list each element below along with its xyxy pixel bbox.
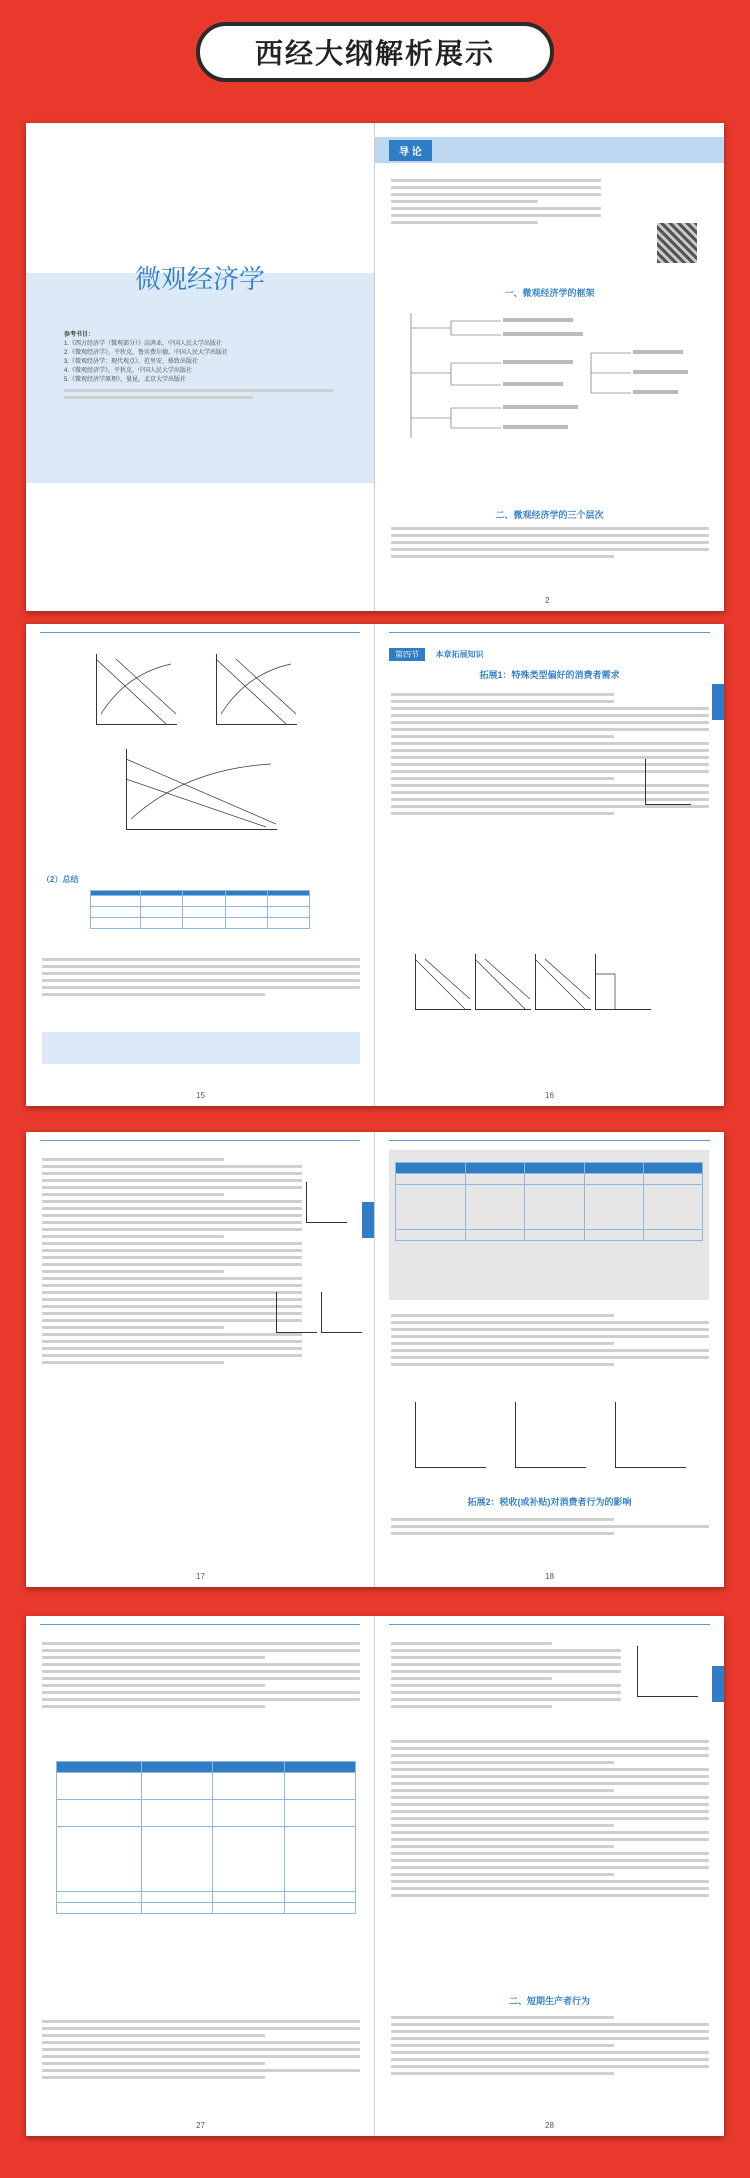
body-text [391,1310,709,1370]
page-left [26,624,375,1106]
summary-label: （2）总结 [42,875,79,884]
demand-curves [415,954,655,1009]
page-right [375,624,724,1106]
section-title: 本章拓展知识 [435,650,484,659]
chapter-tab [362,1202,374,1238]
intro-text [391,175,601,228]
page-number: 28 [545,2121,554,2130]
spread-2 [26,624,724,1106]
section-heading: 二、微观经济学的三个层次 [495,510,604,520]
spread-1 [26,123,724,611]
body-text [391,1736,709,1901]
page-number: 15 [196,1091,205,1100]
page-number: 16 [545,1091,554,1100]
body-text [391,523,709,562]
section-heading: 二、短期生产者行为 [508,1996,590,2006]
page-left [26,1132,375,1587]
page-number: 2 [545,596,550,605]
topic-heading: 拓展2：税收(或补贴)对消费者行为的影响 [467,1497,632,1507]
page-number: 18 [545,1572,554,1581]
summary-table [90,890,310,929]
page-banner [196,22,554,82]
page-number: 17 [196,1572,205,1581]
spread-4 [26,1616,724,2136]
body-text [391,2012,709,2079]
chapter-tab [712,684,724,720]
body-text [42,1638,360,1712]
page-left [26,123,375,611]
ref-item: 4.《微观经济学》，平狄克，中国人民大学出版社 [64,368,193,374]
body-text [42,954,360,1000]
comparison-table [395,1162,703,1241]
qr-code-icon [657,223,697,263]
section-header [389,644,483,662]
page-number: 27 [196,2121,205,2130]
section-heading: 一、微观经济学的框架 [504,288,595,298]
page-right [375,1616,724,2136]
book-title: 微观经济学 [134,265,265,295]
graph-lines [126,749,276,829]
page-left [26,1616,375,2136]
page-right [375,1132,724,1587]
production-table [56,1761,356,1914]
ref-item: 5.《微观经济学原理》，曼昆，北京大学出版社 [64,377,187,383]
ref-item: 1.《西方经济学（微观部分）》高鸿业，中国人民大学出版社 [64,341,223,347]
framework-diagram [391,303,709,448]
body-text [42,2016,360,2083]
banner-title: 西经大纲解析展示 [254,37,495,70]
ref-item: 2.《微观经济学》，平狄克，鲁宾费尔德，中国人民大学出版社 [64,350,229,356]
body-text [391,1514,709,1539]
chapter-tab [712,1666,724,1702]
ref-item: 3.《微观经济学：现代观点》，范里安，格致出版社 [64,359,199,365]
intro-tab: 导 论 [389,140,432,161]
body-text [391,1638,621,1712]
section-tag: 第四节 [389,648,425,661]
body-text [42,1154,302,1368]
graph-lines [96,654,296,724]
reference-list [64,331,334,403]
refs-label: 参考书目： [64,332,95,338]
topic-heading: 拓展1：特殊类型偏好的消费者需求 [479,670,620,680]
page-right [375,123,724,611]
spread-3 [26,1132,724,1587]
